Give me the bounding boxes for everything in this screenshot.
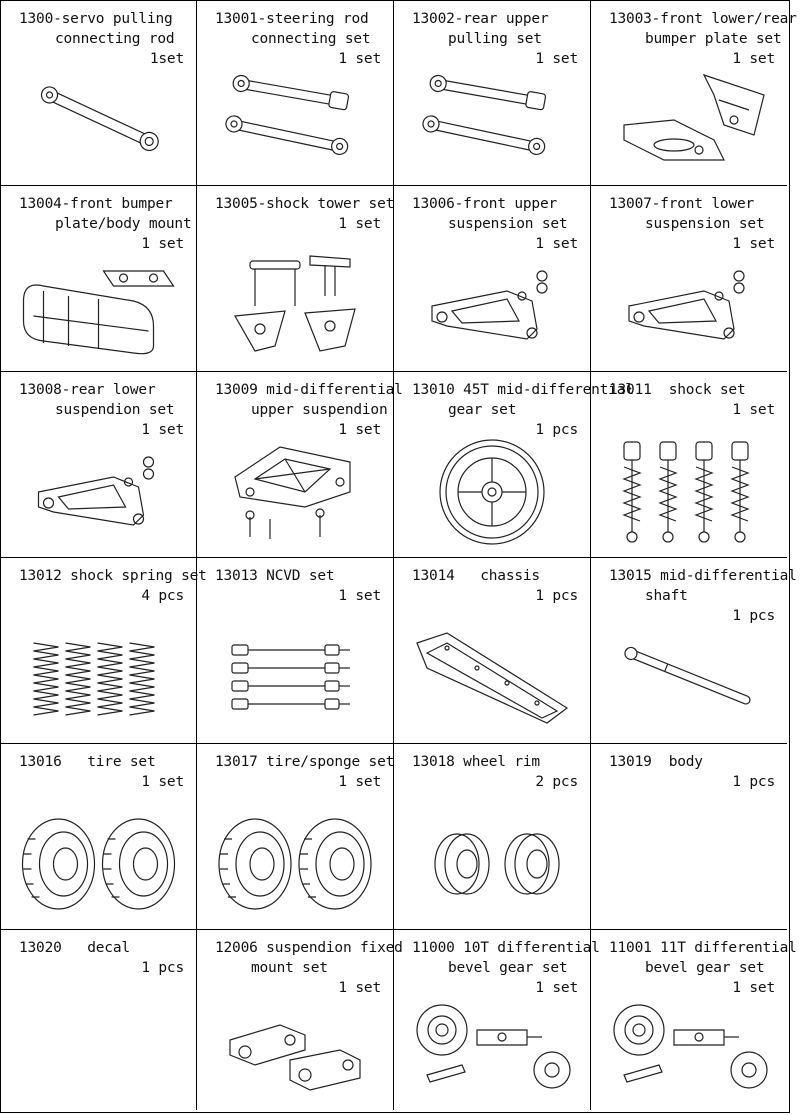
part-quantity: 1 set (141, 422, 184, 438)
rod-icon (11, 65, 186, 175)
part-name: 13020 decal (19, 940, 130, 956)
shock-tower-icon (207, 251, 383, 361)
part-name: 13006-front upper (412, 196, 558, 212)
part-quantity: 1 set (535, 51, 578, 67)
part-quantity: 4 pcs (141, 588, 184, 604)
part-name-continued: connecting set (251, 31, 371, 47)
part-name: 13017 tire/sponge set (215, 754, 395, 770)
part-cell (591, 372, 787, 558)
part-name-continued: connecting rod (55, 31, 175, 47)
part-cell (394, 186, 591, 372)
part-label (412, 566, 598, 606)
part-quantity: 1 set (338, 774, 381, 790)
part-name: 1300-servo pulling (19, 11, 173, 27)
part-cell (394, 1, 591, 186)
part-label (609, 752, 795, 792)
part-quantity: 1 set (535, 236, 578, 252)
part-cell (1, 744, 197, 930)
suspension-arm-icon (404, 251, 580, 361)
bevel-gear-icon (601, 990, 777, 1100)
part-quantity: 1 pcs (535, 588, 578, 604)
part-label (19, 938, 204, 978)
part-label (19, 566, 207, 606)
part-name: 11000 10T differential (412, 940, 600, 956)
part-name: 13007-front lower (609, 196, 755, 212)
shocks-icon (601, 437, 777, 547)
part-label (19, 194, 204, 254)
part-cell (197, 1, 394, 186)
part-quantity: 1 set (141, 774, 184, 790)
part-name: 13005-shock tower set (215, 196, 395, 212)
part-quantity: 1 set (338, 422, 381, 438)
part-cell (197, 930, 403, 1110)
part-quantity: 1 set (732, 980, 775, 996)
part-label (215, 566, 401, 606)
part-name: 13011 shock set (609, 382, 746, 398)
part-quantity: 1 pcs (535, 422, 578, 438)
diff-plate-icon (207, 437, 383, 547)
shaft-icon (601, 623, 777, 733)
tire-icon (207, 809, 383, 919)
part-cell (197, 186, 394, 372)
part-label (19, 9, 204, 69)
part-label (215, 9, 401, 69)
part-cell (394, 930, 600, 1110)
part-label (609, 938, 795, 998)
part-name-continued: plate/body mount (55, 216, 192, 232)
part-name: 13010 45T mid-differential (412, 382, 634, 398)
part-name-continued: shaft (645, 588, 688, 604)
part-name: 13008-rear lower (19, 382, 156, 398)
rods-pair-icon (207, 65, 383, 175)
part-label (609, 566, 795, 626)
part-cell (591, 558, 797, 744)
part-name: 13001-steering rod (215, 11, 369, 27)
rods-pair-icon (404, 65, 580, 175)
part-name: 13019 body (609, 754, 703, 770)
part-label (412, 380, 634, 440)
part-cell (1, 372, 197, 558)
part-name-continued: pulling set (448, 31, 542, 47)
tire-icon (11, 809, 186, 919)
part-name-continued: upper suspendion (251, 402, 388, 418)
spur-gear-icon (404, 437, 580, 547)
part-cell (197, 744, 394, 930)
wheel-rim-icon (404, 809, 580, 919)
part-quantity: 1 set (338, 51, 381, 67)
part-cell (1, 1, 197, 186)
part-name-continued: suspension set (448, 216, 568, 232)
part-name: 13018 wheel rim (412, 754, 540, 770)
part-quantity: 1 set (141, 236, 184, 252)
part-quantity: 1 pcs (732, 774, 775, 790)
part-cell (197, 372, 403, 558)
part-quantity: 1 pcs (732, 608, 775, 624)
part-cell (394, 558, 591, 744)
part-name-continued: bevel gear set (448, 960, 568, 976)
part-cell (197, 558, 394, 744)
part-name-continued: gear set (448, 402, 517, 418)
part-name-continued: bevel gear set (645, 960, 765, 976)
part-label (215, 752, 401, 792)
part-quantity: 1 set (338, 216, 381, 232)
part-name: 13015 mid-differential (609, 568, 797, 584)
part-name: 13003-front lower/rear (609, 11, 797, 27)
part-quantity: 1 set (338, 980, 381, 996)
springs-icon (11, 623, 186, 733)
part-label (215, 380, 401, 440)
part-name: 13002-rear upper (412, 11, 549, 27)
part-label (215, 938, 401, 998)
part-quantity: 1set (149, 51, 184, 67)
part-label (412, 194, 598, 254)
part-name-continued: bumper plate set (645, 31, 782, 47)
part-cell (1, 930, 197, 1110)
mount-icon (207, 990, 383, 1100)
suspension-arm-icon (601, 251, 777, 361)
part-quantity: 2 pcs (535, 774, 578, 790)
part-label (412, 9, 598, 69)
part-quantity: 1 set (338, 588, 381, 604)
bevel-gear-icon (404, 990, 580, 1100)
part-name: 13004-front bumper (19, 196, 173, 212)
part-label (609, 194, 795, 254)
part-name: 13014 chassis (412, 568, 540, 584)
part-name: 13009 mid-differential (215, 382, 403, 398)
part-name: 13016 tire set (19, 754, 156, 770)
part-label (19, 752, 204, 792)
part-name: 13012 shock spring set (19, 568, 207, 584)
part-name-continued: mount set (251, 960, 328, 976)
part-quantity: 1 set (732, 236, 775, 252)
part-label (19, 380, 204, 440)
part-label (215, 194, 401, 234)
part-label (609, 9, 795, 69)
part-label (609, 380, 795, 420)
part-cell (394, 372, 634, 558)
part-label (412, 752, 598, 792)
part-quantity: 1 pcs (141, 960, 184, 976)
part-quantity: 1 set (732, 402, 775, 418)
bumper-icon (11, 251, 186, 361)
part-name: 12006 suspendion fixed (215, 940, 403, 956)
part-name: 11001 11T differential (609, 940, 797, 956)
part-cell (591, 930, 797, 1110)
bumper-plate-icon (601, 65, 777, 175)
part-quantity: 1 set (535, 980, 578, 996)
part-cell (1, 186, 197, 372)
part-name: 13013 NCVD set (215, 568, 335, 584)
part-quantity: 1 set (732, 51, 775, 67)
part-name-continued: suspendion set (55, 402, 175, 418)
suspension-arm-icon (11, 437, 186, 547)
part-name-continued: suspension set (645, 216, 765, 232)
part-label (412, 938, 598, 998)
part-cell (591, 744, 787, 930)
cvd-shaft-icon (207, 623, 383, 733)
part-cell (591, 1, 797, 186)
chassis-icon (404, 623, 580, 733)
part-cell (591, 186, 787, 372)
part-cell (1, 558, 207, 744)
part-cell (394, 744, 591, 930)
